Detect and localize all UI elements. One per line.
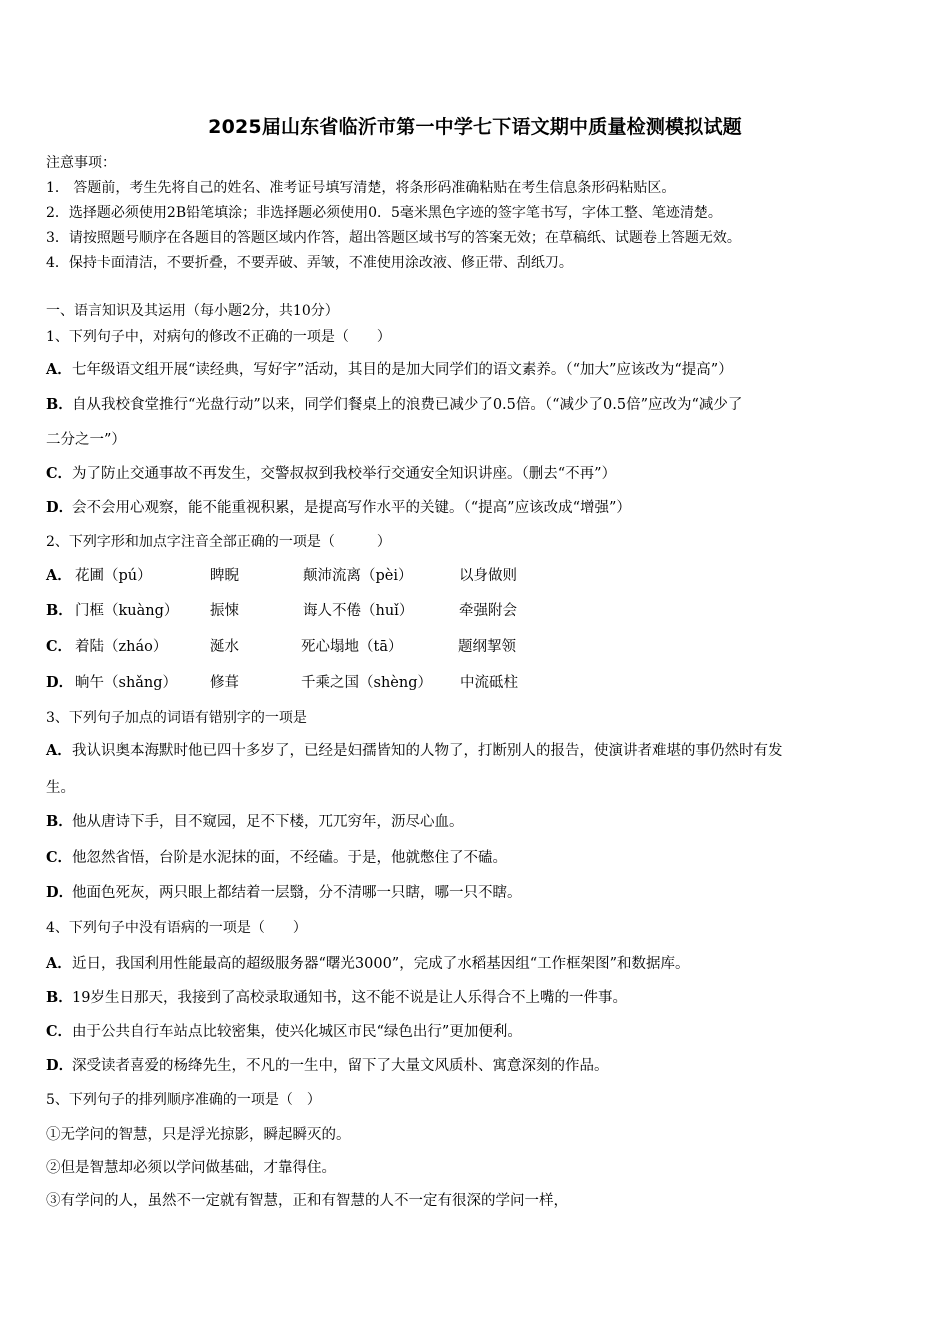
option-label: C．: [46, 465, 73, 482]
question-2-stem: 2、下列字形和加点字注音全部正确的一项是（ ）: [46, 534, 391, 550]
question-1-option-a: [46, 361, 733, 379]
question-2-option-cell: 修葺: [210, 675, 239, 691]
option-text: 会不会用心观察，能不能重视积累，是提高写作水平的关键。（“提高”应该改成“增强”）: [72, 500, 631, 516]
notice-item-2: 2．选择题必须使用2B铅笔填涂；非选择题必须使用0．5毫米黑色字迹的签字笔书写，字体工整、笔迹清楚。: [46, 205, 722, 221]
question-2-option-cell: 千乘之国（shèng）: [301, 675, 432, 691]
option-text: 他面色死灰，两只眼上都结着一层翳，分不清哪一只瞎，哪一只不瞎。: [72, 885, 522, 901]
option-text: 我认识奥本海默时他已四十多岁了，已经是妇孺皆知的人物了，打断别人的报告，使演讲者难堪的事仍然时有发: [72, 743, 783, 759]
notice-heading: 注意事项：: [46, 155, 116, 171]
question-2-option-cell: 晌午（shǎng）: [75, 675, 178, 691]
option-label: A．: [46, 955, 72, 972]
question-2-option-cell: 以身做则: [459, 568, 517, 584]
notice-item-1: 1． 答题前，考生先将自己的姓名、准考证号填写清楚，将条形码准确粘贴在考生信息条形码粘贴区。: [46, 180, 676, 196]
question-2-option-cell: 门框（kuàng）: [75, 603, 179, 619]
question-2-option-label: C．: [46, 638, 73, 655]
question-5-stem: 5、下列句子的排列顺序准确的一项是（ ）: [46, 1092, 321, 1108]
option-text: 近日，我国利用性能最高的超级服务器“曙光3000”，完成了水稻基因组“工作框架图”和数据库。: [72, 956, 690, 972]
option-label: D．: [46, 884, 74, 901]
question-3-option-a-continued: 生。: [46, 780, 75, 796]
option-text: 七年级语文组开展“读经典，写好字”活动，其目的是加大同学们的语文素养。（“加大”应该改为“提高”）: [72, 362, 733, 378]
page-title: 2025届山东省临沂市第一中学七下语文期中质量检测模拟试题: [208, 116, 742, 138]
option-label: C．: [46, 1023, 73, 1040]
question-2-option-cell: 中流砥柱: [460, 675, 518, 691]
option-label: B．: [46, 396, 73, 413]
question-3-option-a: [46, 742, 783, 760]
question-2-option-cell: 颠沛流离（pèi）: [303, 568, 413, 584]
question-2-option-cell: 振悚: [210, 603, 239, 619]
option-label: A．: [46, 361, 72, 378]
question-4-stem: 4、下列句子中没有语病的一项是（ ）: [46, 920, 307, 936]
option-label: D．: [46, 1057, 74, 1074]
question-2-option-cell: 题纲挈领: [458, 639, 516, 655]
question-3-stem: 3、下列句子加点的词语有错别字的一项是: [46, 710, 307, 726]
question-2-option-cell: 牵强附会: [459, 603, 517, 619]
question-2-option-cell: 诲人不倦（huǐ）: [303, 603, 414, 619]
option-text: 19岁生日那天，我接到了高校录取通知书，这不能不说是让人乐得合不上嘴的一件事。: [72, 990, 627, 1006]
question-4-option-a: [46, 955, 690, 973]
option-label: B．: [46, 989, 73, 1006]
option-label: D．: [46, 499, 74, 516]
notice-item-3: 3．请按照题号顺序在各题目的答题区域内作答，超出答题区域书写的答案无效；在草稿纸、试题卷上答题无效。: [46, 230, 741, 246]
question-2-option-label: A．: [46, 567, 72, 584]
question-1-option-d: [46, 499, 631, 517]
notice-item-4: 4．保持卡面清洁，不要折叠，不要弄破、弄皱，不准使用涂改液、修正带、刮纸刀。: [46, 255, 573, 271]
section-heading: 一、语言知识及其运用（每小题2分，共10分）: [46, 303, 339, 319]
question-4-option-c: [46, 1023, 522, 1041]
question-1-option-c: [46, 465, 616, 483]
question-5-sentence-1: ①无学问的智慧，只是浮光掠影，瞬起瞬灭的。: [46, 1127, 351, 1143]
question-2-option-label: D．: [46, 674, 74, 691]
question-2-option-cell: 睥睨: [210, 568, 239, 584]
question-2-option-cell: 着陆（zháo）: [75, 639, 168, 655]
question-1-stem: 1、下列句子中，对病句的修改不正确的一项是（ ）: [46, 329, 391, 345]
question-5-sentence-3: ③有学问的人，虽然不一定就有智慧，正和有智慧的人不一定有很深的学问一样，: [46, 1193, 568, 1209]
question-5-sentence-2: ②但是智慧却必须以学问做基础，才靠得住。: [46, 1160, 336, 1176]
question-2-option-cell: 死心塌地（tā）: [301, 639, 403, 655]
option-text: 自从我校食堂推行“光盘行动”以来，同学们餐桌上的浪费已减少了0.5倍。（“减少了0.5倍”应改为“减少了: [72, 397, 743, 413]
option-text: 他忽然省悟，台阶是水泥抹的面，不经磕。于是，他就憋住了不磕。: [72, 850, 507, 866]
question-1-option-b-continued: 二分之一”）: [46, 432, 126, 448]
question-2-option-label: B．: [46, 602, 73, 619]
question-2-option-cell: 涎水: [210, 639, 239, 655]
option-label: C．: [46, 849, 73, 866]
option-text: 为了防止交通事故不再发生，交警叔叔到我校举行交通安全知识讲座。（删去“不再”）: [72, 466, 617, 482]
option-label: A．: [46, 742, 72, 759]
option-text: 他从唐诗下手，目不窥园，足不下楼，兀兀穷年，沥尽心血。: [72, 814, 464, 830]
question-4-option-d: [46, 1057, 609, 1075]
question-3-option-b: [46, 813, 464, 831]
question-3-option-d: [46, 884, 522, 902]
option-text: 深受读者喜爱的杨绛先生，不凡的一生中，留下了大量文风质朴、寓意深刻的作品。: [72, 1058, 609, 1074]
question-2-option-cell: 花圃（pú）: [75, 568, 152, 584]
question-3-option-c: [46, 849, 507, 867]
option-text: 由于公共自行车站点比较密集，使兴化城区市民“绿色出行”更加便利。: [72, 1024, 522, 1040]
question-4-option-b: [46, 989, 627, 1007]
option-label: B．: [46, 813, 73, 830]
question-1-option-b: [46, 396, 742, 414]
